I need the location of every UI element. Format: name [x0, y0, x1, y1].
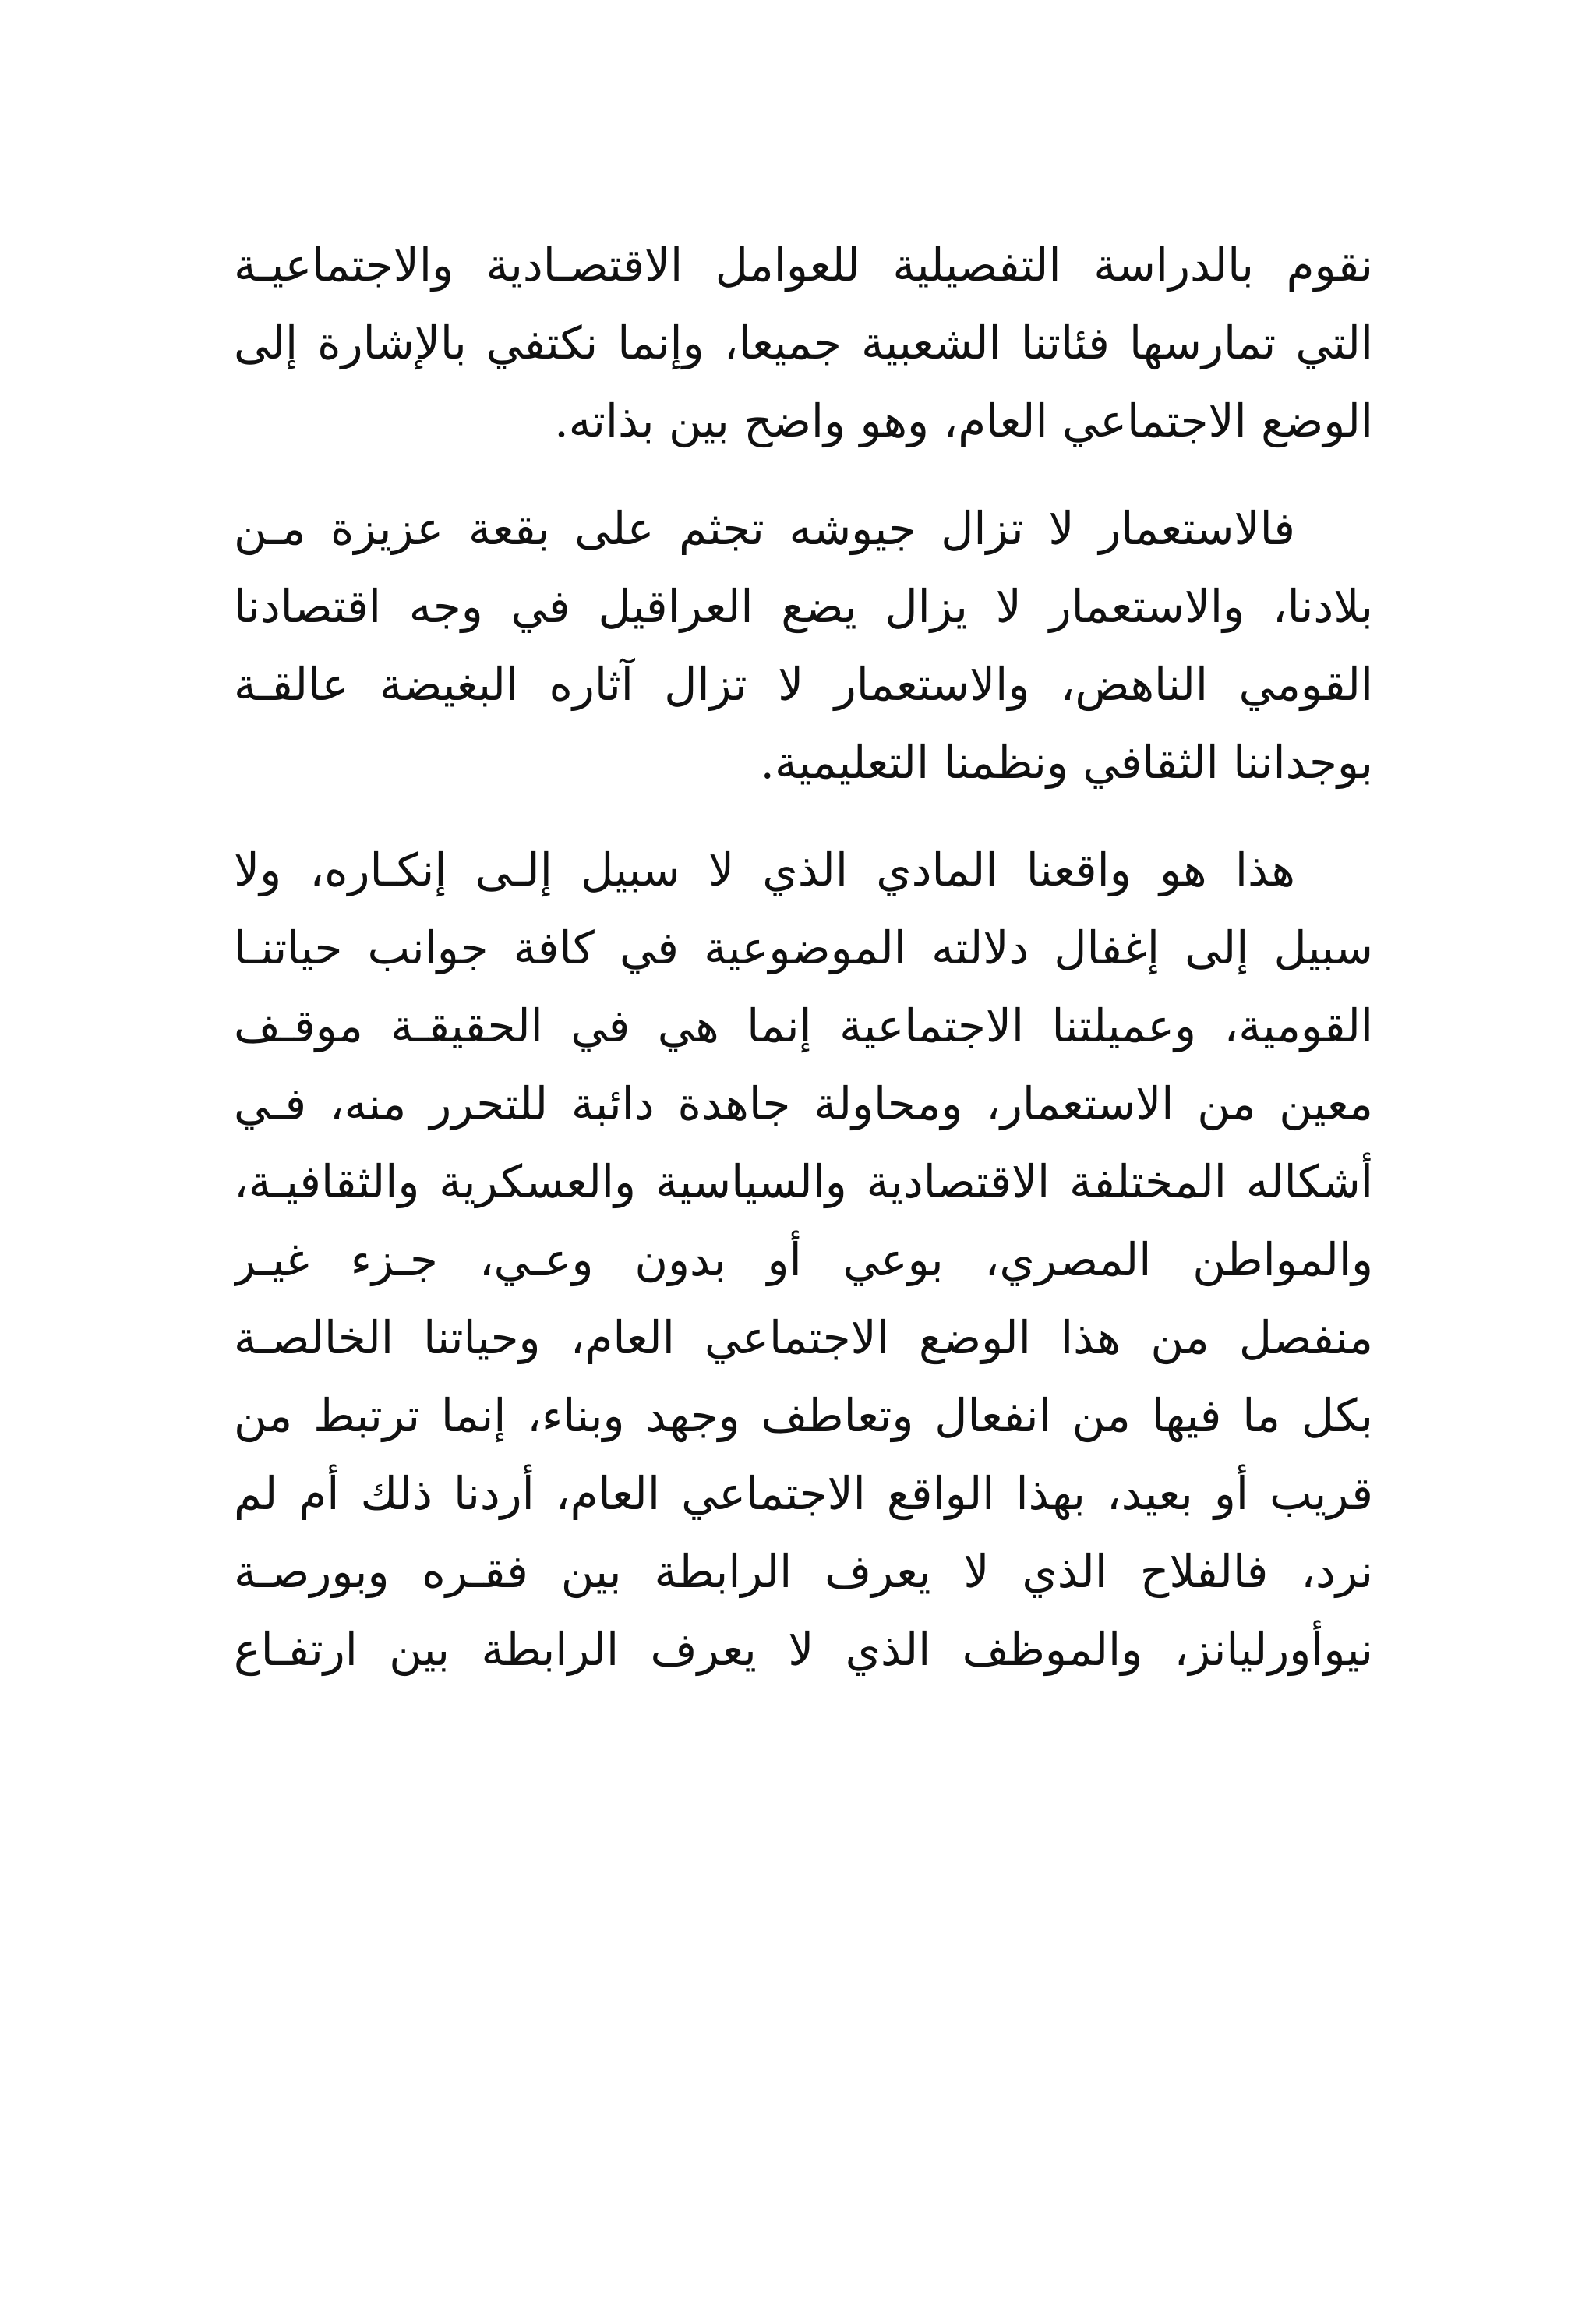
text-line: بكل ما فيها من انفعال وتعاطف وجهد وبناء، إنما ترتبط من	[234, 1389, 1373, 1442]
paragraph-3	[234, 831, 1373, 1688]
text-line: قريب أو بعيد، بهذا الواقع الاجتماعي العام، أردنا ذلك أم لم	[234, 1467, 1373, 1520]
text-line: التي تمارسها فئاتنا الشعبية جميعا، وإنما نكتفي بالإشارة إلى	[234, 316, 1373, 369]
text-line: القومية، وعميلتنا الاجتماعية إنما هي في الحقيقـة موقـف	[234, 999, 1373, 1052]
text-line: أشكاله المختلفة الاقتصادية والسياسية والعسكرية والثقافيـة،	[234, 1155, 1373, 1208]
text-line: والمواطن المصري، بوعي أو بدون وعـي، جـزء غيـر	[234, 1233, 1373, 1286]
text-line: فالاستعمار لا تزال جيوشه تجثم على بقعة عزيزة مـن	[234, 502, 1295, 555]
text-line: هذا هو واقعنا المادي الذي لا سبيل إلـى إنكـاره، ولا	[234, 843, 1295, 896]
paragraph-2	[234, 490, 1373, 801]
text-line: القومي الناهض، والاستعمار لا تزال آثاره البغيضة عالقـة	[234, 658, 1373, 711]
text-line: نقوم بالدراسة التفصيلية للعوامل الاقتصـادية والاجتماعيـة	[234, 239, 1373, 292]
text-line: بوجداننا الثقافي ونظمنا التعليمية.	[760, 736, 1373, 789]
text-line: نيوأورليانز، والموظف الذي لا يعرف الرابطة بين ارتفـاع	[234, 1623, 1373, 1676]
paragraph-1	[234, 226, 1373, 460]
text-line: الوضع الاجتماعي العام، وهو واضح بين بذاته.	[554, 394, 1373, 447]
text-line: سبيل إلى إغفال دلالته الموضوعية في كافة جوانب حياتنـا	[234, 921, 1373, 974]
text-line: معين من الاستعمار، ومحاولة جاهدة دائبة للتحرر منه، فـي	[234, 1077, 1373, 1130]
text-line: نرد، فالفلاح الذي لا يعرف الرابطة بين فقـره وبورصـة	[234, 1545, 1373, 1598]
text-line: بلادنا، والاستعمار لا يزال يضع العراقيل في وجه اقتصادنا	[234, 580, 1373, 633]
text-line: منفصل من هذا الوضع الاجتماعي العام، وحياتنا الخالصـة	[234, 1311, 1373, 1364]
body-text	[234, 226, 1373, 1718]
